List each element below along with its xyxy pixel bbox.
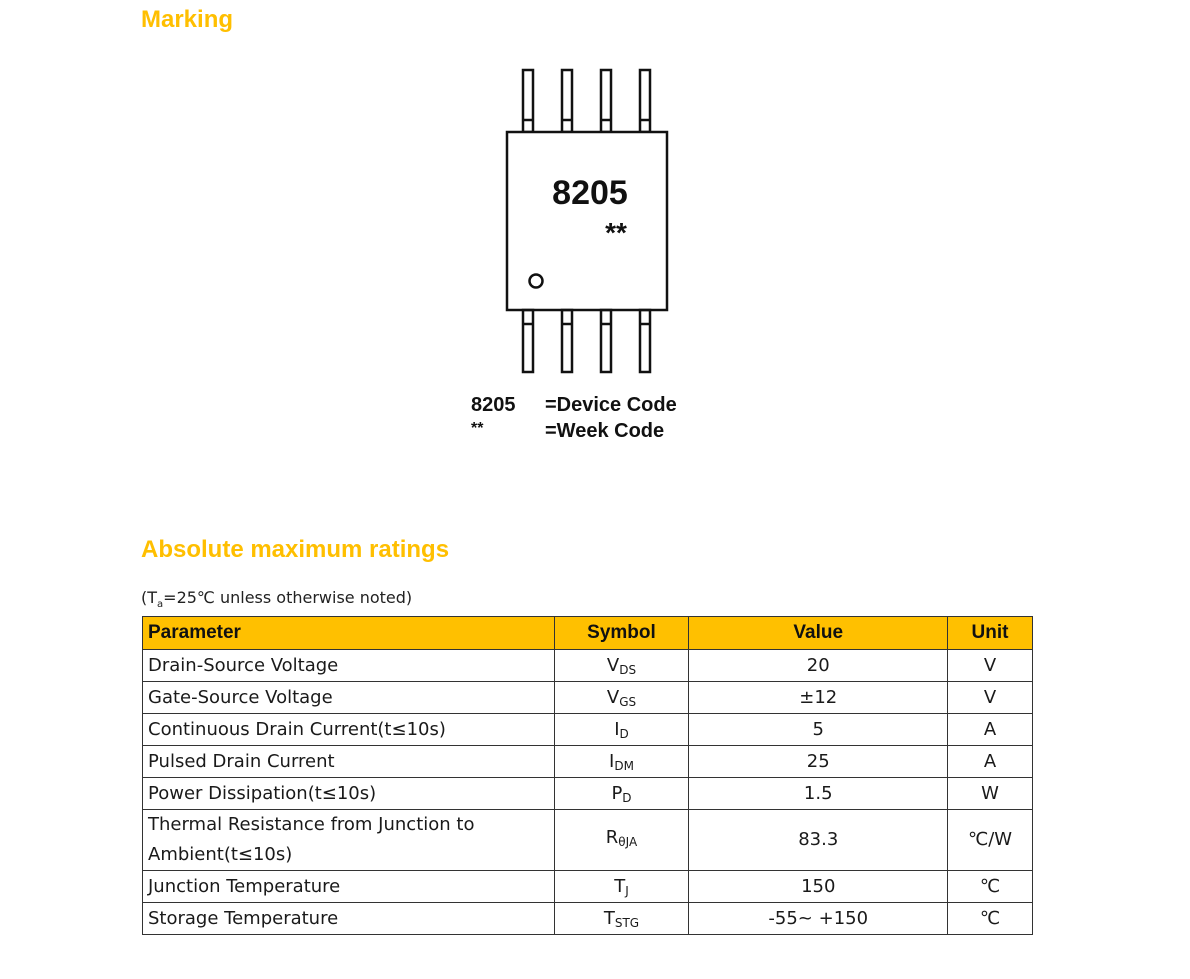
chip-device-code: 8205 bbox=[552, 174, 628, 212]
param-cell: Gate-Source Voltage bbox=[143, 682, 555, 714]
legend-code-2: ** bbox=[471, 420, 484, 437]
value-cell: 25 bbox=[689, 746, 948, 778]
pin-bottom-3 bbox=[601, 310, 611, 372]
value-cell: 150 bbox=[689, 871, 948, 903]
param-cell: Drain-Source Voltage bbox=[143, 650, 555, 682]
param-cell: Storage Temperature bbox=[143, 903, 555, 935]
table-row bbox=[143, 903, 1033, 935]
unit-cell: A bbox=[948, 746, 1033, 778]
unit-cell: A bbox=[948, 714, 1033, 746]
unit-cell: W bbox=[948, 778, 1033, 810]
value-cell: 1.5 bbox=[689, 778, 948, 810]
symbol-cell: $V_{GS}$ bbox=[554, 682, 689, 714]
param-cell: Continuous Drain Current(t≤10s) bbox=[143, 714, 555, 746]
marking-heading: Marking bbox=[141, 6, 234, 33]
pin-top-1 bbox=[523, 70, 533, 132]
pin-top-4 bbox=[640, 70, 650, 132]
package-marking-diagram bbox=[440, 60, 680, 390]
symbol-cell: $R_{\theta JA}$ bbox=[554, 810, 689, 871]
value-cell: 83.3 bbox=[689, 810, 948, 871]
symbol-cell: $I_{DM}$ bbox=[554, 746, 689, 778]
legend-desc-1: =Device Code bbox=[545, 394, 677, 416]
symbol-cell: $P_D$ bbox=[554, 778, 689, 810]
chip-week-code: ** bbox=[605, 217, 627, 248]
table-row bbox=[143, 778, 1033, 810]
param-cell: Thermal Resistance from Junction to Ambient(t≤10s) bbox=[143, 810, 555, 871]
value-cell: 20 bbox=[689, 650, 948, 682]
pin-top-2 bbox=[562, 70, 572, 132]
value-cell: 5 bbox=[689, 714, 948, 746]
legend-desc-2: =Week Code bbox=[545, 420, 665, 442]
param-cell: Pulsed Drain Current bbox=[143, 746, 555, 778]
value-cell: -55~ +150 bbox=[689, 903, 948, 935]
pin-bottom-2 bbox=[562, 310, 572, 372]
symbol-cell: $T_J$ bbox=[554, 871, 689, 903]
header-parameter: Parameter bbox=[143, 617, 555, 650]
param-cell: Power Dissipation(t≤10s) bbox=[143, 778, 555, 810]
pin-top-3 bbox=[601, 70, 611, 132]
symbol-cell: $I_D$ bbox=[554, 714, 689, 746]
unit-cell: ℃/W bbox=[948, 810, 1033, 871]
header-value: Value bbox=[689, 617, 948, 650]
table-row bbox=[143, 682, 1033, 714]
table-row bbox=[143, 650, 1033, 682]
top-pins bbox=[523, 70, 650, 132]
table-row bbox=[143, 746, 1033, 778]
value-cell: ±12 bbox=[689, 682, 948, 714]
unit-cell: ℃ bbox=[948, 903, 1033, 935]
unit-cell: V bbox=[948, 650, 1033, 682]
ratings-heading: Absolute maximum ratings bbox=[141, 536, 450, 563]
unit-cell: V bbox=[948, 682, 1033, 714]
pin-bottom-4 bbox=[640, 310, 650, 372]
conditions-note: ($T_a=25℃$ unless otherwise noted) bbox=[141, 588, 413, 611]
pin-bottom-1 bbox=[523, 310, 533, 372]
table-row bbox=[143, 810, 1033, 871]
symbol-cell: $T_{STG}$ bbox=[554, 903, 689, 935]
header-symbol: Symbol bbox=[554, 617, 689, 650]
bottom-pins bbox=[523, 310, 650, 372]
unit-cell: ℃ bbox=[948, 871, 1033, 903]
table-row bbox=[143, 714, 1033, 746]
ratings-table bbox=[142, 616, 1033, 935]
symbol-cell: $V_{DS}$ bbox=[554, 650, 689, 682]
table-row bbox=[143, 871, 1033, 903]
param-cell: Junction Temperature bbox=[143, 871, 555, 903]
header-unit: Unit bbox=[948, 617, 1033, 650]
table-header-row bbox=[143, 617, 1033, 650]
legend-code-1: 8205 bbox=[471, 394, 516, 416]
